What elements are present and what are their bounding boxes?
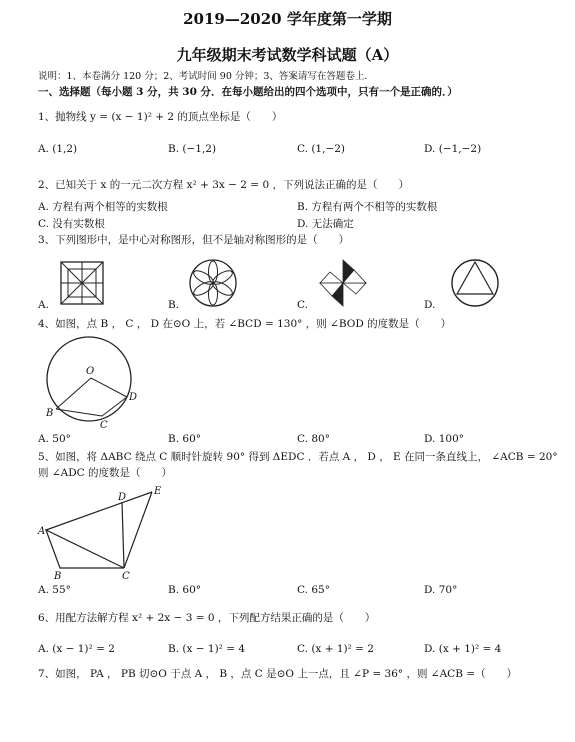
q6-option-c[interactable]: C. (x + 1)² = 2: [297, 643, 374, 655]
q3-option-a[interactable]: A.: [38, 299, 49, 311]
q4-label-d: D: [129, 392, 138, 403]
q5-option-c[interactable]: C. 65°: [297, 584, 330, 596]
q4-label-b: B: [46, 408, 54, 419]
q5-option-b[interactable]: B. 60°: [168, 584, 202, 596]
q6-stem: 6、用配方法解方程 x² + 2x − 3 = 0 ，下列配方结果正确的是（ ）: [38, 612, 376, 624]
q3-option-d[interactable]: D.: [424, 299, 436, 311]
q5-label-c: C: [122, 571, 130, 582]
exam-subtitle: 九年级期末考试数学科试题（A）: [176, 46, 399, 64]
q4-figure-circle: [40, 336, 150, 432]
q5-label-b: B: [54, 571, 62, 582]
q4-option-c[interactable]: C. 80°: [297, 433, 330, 445]
q2-option-d[interactable]: D. 无法确定: [297, 218, 354, 230]
q1-option-a[interactable]: A. (1,2): [38, 143, 78, 155]
q2-stem: 2、已知关于 x 的一元二次方程 x² + 3x − 2 = 0 ，下列说法正确的是（ ）: [38, 179, 409, 191]
q3-figure-d: [450, 258, 500, 308]
exam-title: 2019—2020 学年度第一学期: [183, 10, 392, 28]
q5-option-d[interactable]: D. 70°: [424, 584, 458, 596]
q1-stem: 1、抛物线 y = (x − 1)² + 2 的顶点坐标是（ ）: [38, 111, 283, 123]
q1-option-d[interactable]: D. (−1,−2): [424, 143, 482, 155]
q4-option-b[interactable]: B. 60°: [168, 433, 202, 445]
section-heading: 一、选择题（每小题 3 分，共 30 分．在每小题给出的四个选项中，只有一个是正确的．）: [38, 86, 458, 98]
q5-label-d: D: [118, 492, 127, 503]
q5-stem: 5、如图，将 ΔABC 绕点 C 顺时针旋转 90° 得到 ΔEDC ．若点 A ， D ， E 在同一条直线上， ∠ACB = 20°: [38, 451, 558, 463]
q7-stem: 7、如图， PA ， PB 切⊙O 于点 A ， B ，点 C 是⊙O 上一点，且 ∠P = 36° ，则 ∠ACB =（ ）: [38, 668, 518, 680]
exam-note: 说明：1、本卷满分 120 分；2、考试时间 90 分钟；3、答案请写在答题卷上．: [38, 71, 374, 82]
q5-label-a: A: [38, 526, 46, 537]
q4-label-c: C: [100, 420, 108, 431]
q4-stem: 4、如图，点 B ， C ， D 在⊙O 上，若 ∠BCD = 130° ，则 ∠BOD 的度数是（ ）: [38, 318, 452, 330]
q3-stem: 3、下列图形中，是中心对称图形，但不是轴对称图形的是（ ）: [38, 234, 350, 246]
q3-option-b[interactable]: B.: [168, 299, 180, 311]
q2-option-c[interactable]: C. 没有实数根: [38, 218, 105, 230]
q6-option-a[interactable]: A. (x − 1)² = 2: [38, 643, 115, 655]
q6-option-d[interactable]: D. (x + 1)² = 4: [424, 643, 502, 655]
q4-option-a[interactable]: A. 50°: [38, 433, 71, 445]
q3-figure-c: [316, 258, 370, 308]
q3-figure-b: [188, 258, 238, 308]
q5-label-e: E: [154, 486, 162, 497]
q5-stem-line2: 则 ∠ADC 的度数是（ ）: [38, 467, 173, 479]
q1-option-c[interactable]: C. (1,−2): [297, 143, 346, 155]
q2-option-b[interactable]: B. 方程有两个不相等的实数根: [297, 201, 438, 213]
q2-option-a[interactable]: A. 方程有两个相等的实数根: [38, 201, 168, 213]
q4-option-d[interactable]: D. 100°: [424, 433, 465, 445]
q3-option-c[interactable]: C.: [297, 299, 308, 311]
q5-option-a[interactable]: A. 55°: [38, 584, 71, 596]
q5-figure-triangles: [38, 484, 178, 580]
q3-figure-a: [60, 261, 104, 305]
q4-label-o: O: [86, 366, 95, 377]
q1-option-b[interactable]: B. (−1,2): [168, 143, 217, 155]
q6-option-b[interactable]: B. (x − 1)² = 4: [168, 643, 246, 655]
